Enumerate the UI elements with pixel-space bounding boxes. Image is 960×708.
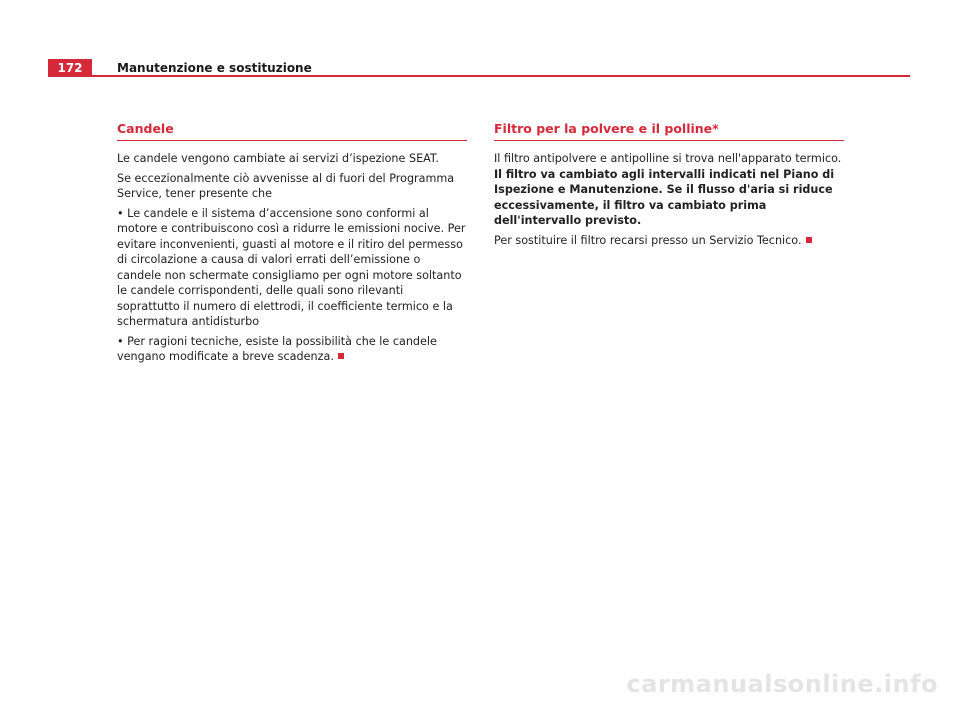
filtro-paragraph-2 xyxy=(494,233,844,249)
candele-bullet-1: • Le candele e il sistema d’accensione sono conformi al motore e contribuiscono così a ridurre le emissioni nocive. Per evitare inconvenienti, guasti al motore e il ritiro del permesso di circolazione a causa di valori errati dell’emissione o candele non schermate consigliamo per ogni motore soltanto le candele corrispondenti, delle quali sono rilevanti soprattutto il numero di elettrodi, il coefficiente termico e la schermatura antidisturbo xyxy=(117,206,466,328)
filtro-paragraph-2-text: Per sostituire il filtro recarsi presso un Servizio Tecnico. xyxy=(494,233,802,247)
filtro-heading: Filtro per la polvere e il polline* xyxy=(494,121,844,141)
left-column xyxy=(117,121,467,369)
right-column xyxy=(494,121,844,252)
filtro-paragraph-1-bold: Il filtro va cambiato agli intervalli indicati nel Piano di Ispezione e Manutenzione. Se il flusso d'aria si riduce eccessivamente, il filtro va cambiato prima dell'intervallo previsto. xyxy=(494,167,835,227)
candele-bullet-2 xyxy=(117,334,467,365)
section-title: Manutenzione e sostituzione xyxy=(117,61,312,75)
filtro-paragraph-1 xyxy=(494,151,844,229)
header-rule xyxy=(48,75,910,77)
candele-paragraph-2: Se eccezionalmente ciò avvenisse al di fuori del Programma Service, tener presente che xyxy=(117,171,455,200)
end-of-section-marker xyxy=(338,353,344,359)
end-of-section-marker xyxy=(806,237,812,243)
candele-heading: Candele xyxy=(117,121,467,141)
filtro-paragraph-1-normal: Il filtro antipolvere e antipolline si trova nell'apparato termico. xyxy=(494,152,842,165)
watermark: carmanualsonline.info xyxy=(626,670,938,698)
candele-bullet-2-text: • Per ragioni tecniche, esiste la possibilità che le candele vengano modificate a breve scadenza. xyxy=(117,334,437,363)
page-number: 172 xyxy=(48,59,92,77)
candele-paragraph-1: Le candele vengono cambiate ai servizi d’ispezione SEAT. xyxy=(117,152,439,165)
